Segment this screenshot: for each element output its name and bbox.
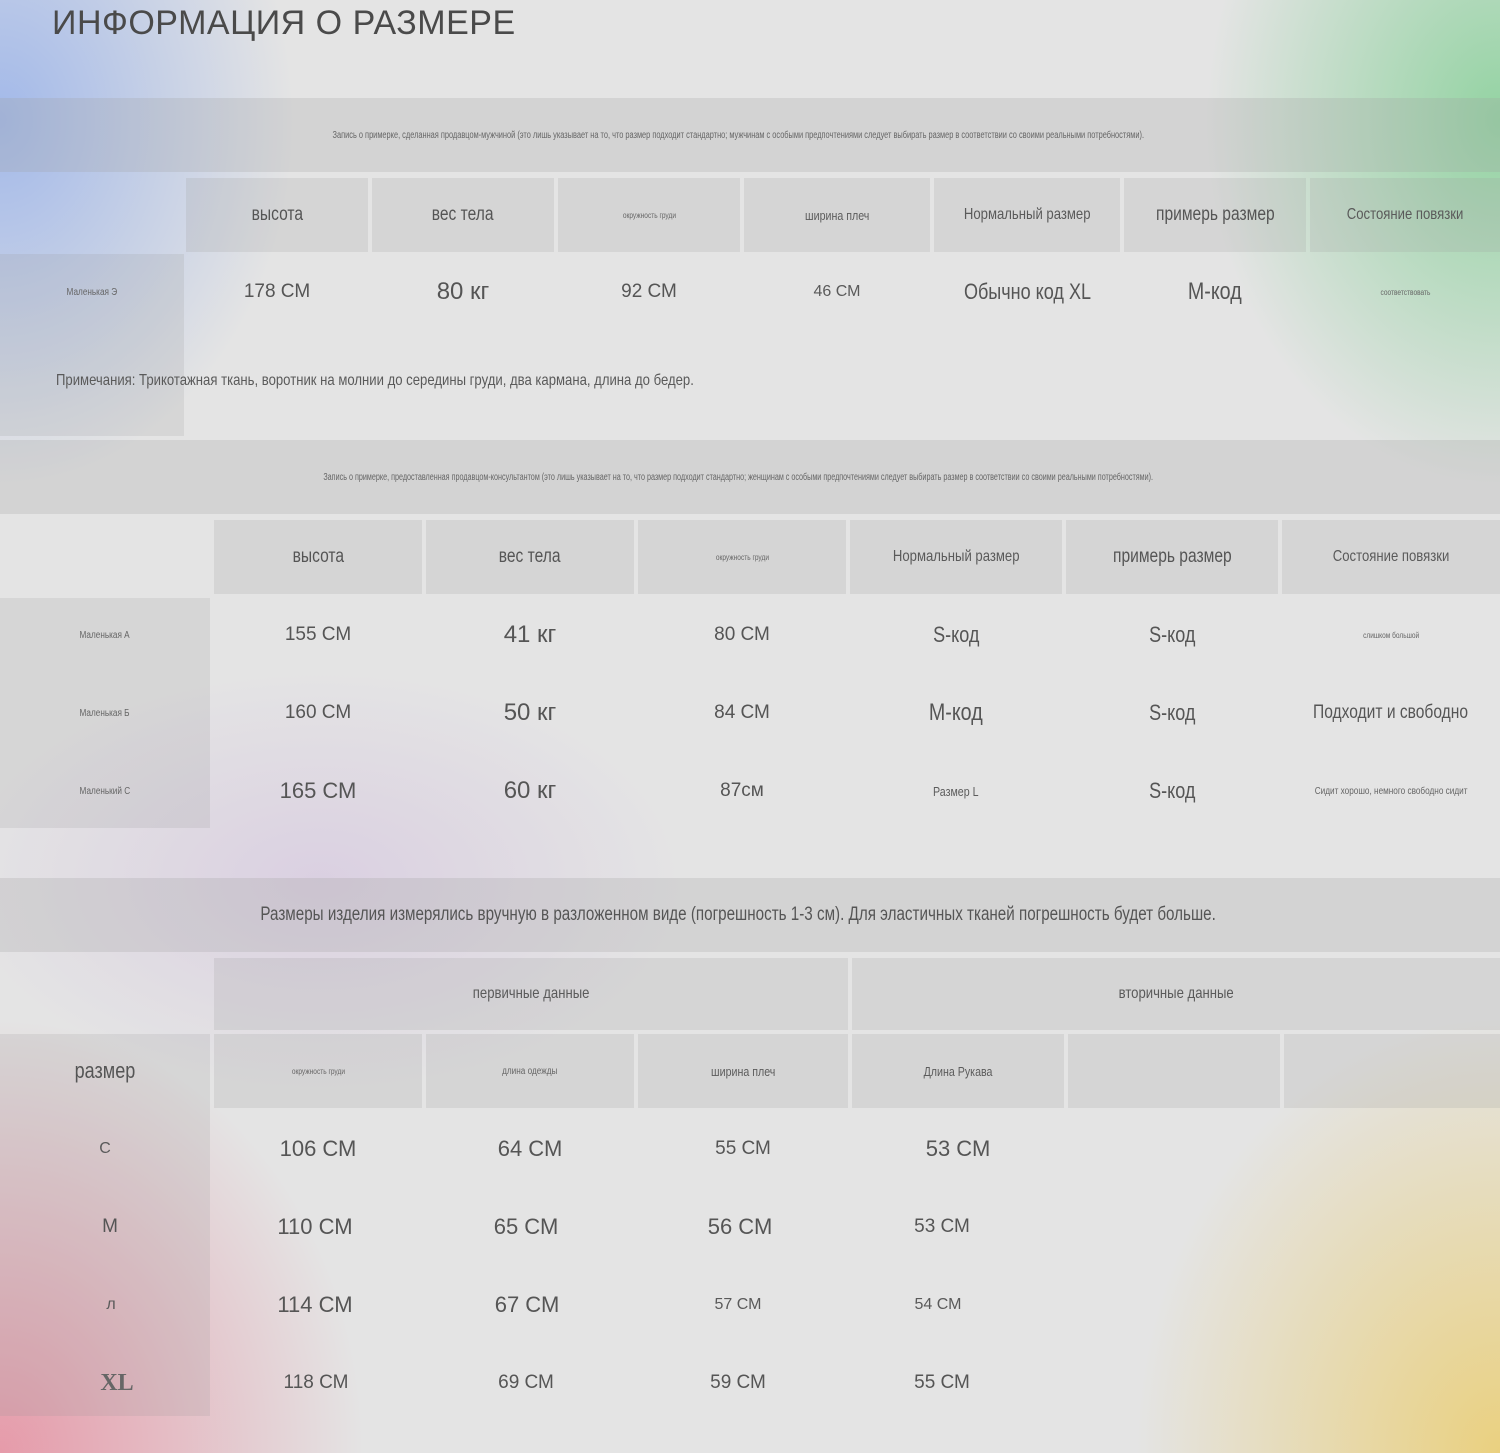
product-cell-length: 67 СМ	[494, 1292, 560, 1317]
male-header-weight: вес тела	[372, 178, 554, 252]
product-cell-sleeve: 54 СМ	[914, 1296, 962, 1313]
product-cell-chest: 110 СМ	[277, 1214, 353, 1239]
product-header-empty	[1068, 1034, 1280, 1108]
female-cell-fit-size: S-код	[1148, 622, 1196, 647]
male-cell-height: 178 СМ	[243, 281, 311, 302]
male-header-normal-size: Нормальный размер	[934, 178, 1120, 252]
female-cell-weight: 41 кг	[503, 621, 557, 648]
product-cell-shoulder: 56 СМ	[707, 1214, 773, 1239]
product-cell-chest: 118 СМ	[283, 1372, 349, 1393]
female-cell-normal-size: Размер L	[933, 783, 979, 799]
female-row-label: Маленькая А	[79, 629, 131, 641]
product-size-label: л	[106, 1296, 116, 1313]
page-title: ИНФОРМАЦИЯ О РАЗМЕРЕ	[52, 4, 516, 42]
product-cell-shoulder: 55 СМ	[715, 1138, 771, 1159]
female-cell-height: 155 СМ	[284, 624, 352, 645]
female-cell-fit-size: S-код	[1148, 778, 1196, 803]
product-cell-length: 69 СМ	[498, 1372, 554, 1393]
product-group-primary: первичные данные	[214, 958, 848, 1030]
product-header-chest: окружность груди	[214, 1034, 422, 1108]
male-cell-fit-size: М-код	[1188, 278, 1242, 305]
female-cell-weight: 60 кг	[503, 777, 557, 804]
product-cell-sleeve: 53 СМ	[914, 1216, 970, 1237]
male-cell-weight: 80 кг	[436, 278, 490, 305]
male-header-shoulder: ширина плеч	[744, 178, 930, 252]
female-cell-fit-size: S-код	[1148, 700, 1196, 725]
female-cell-normal-size: М-код	[929, 699, 983, 726]
product-cell-shoulder: 59 СМ	[710, 1372, 766, 1393]
male-note: Запись о примерке, сделанная продавцом-мужчиной (это лишь указывает на то, что размер подходит стандартно; мужчинам с особыми предпочтениями следует выбирать размер в соответствии со своими реальными потребностями).	[332, 129, 1144, 141]
female-cell-normal-size: S-код	[932, 622, 980, 647]
product-header-sleeve: Длина Рукава	[852, 1034, 1064, 1108]
male-cell-chest: 92 СМ	[621, 281, 677, 302]
product-size-label: XL	[100, 1369, 134, 1396]
product-note: Размеры изделия измерялись вручную в разложенном виде (погрешность 1-3 см). Для эластичных тканей погрешность будет больше.	[260, 904, 1216, 925]
male-remarks: Примечания: Трикотажная ткань, воротник на молнии до середины груди, два кармана, длина до бедер.	[56, 372, 694, 389]
female-row-label: Маленький С	[79, 785, 131, 797]
female-row-label: Маленькая Б	[79, 707, 131, 719]
male-header-fit-size: примерь размер	[1124, 178, 1306, 252]
male-header-fit-state: Состояние повязки	[1310, 178, 1500, 252]
male-cell-shoulder: 46 СМ	[813, 283, 861, 300]
female-header-normal-size: Нормальный размер	[850, 520, 1062, 594]
product-cell-chest: 114 СМ	[277, 1292, 353, 1317]
product-header-length: длина одежды	[426, 1034, 634, 1108]
female-header-fit-state: Состояние повязки	[1282, 520, 1500, 594]
male-header-height: высота	[186, 178, 368, 252]
product-header-empty	[1284, 1034, 1500, 1108]
female-cell-chest: 87см	[720, 780, 764, 801]
female-header-chest: окружность груди	[638, 520, 846, 594]
product-size-label: С	[99, 1140, 111, 1157]
male-cell-normal-size: Обычно код XL	[963, 279, 1091, 304]
product-cell-shoulder: 57 СМ	[714, 1296, 762, 1313]
product-group-secondary: вторичные данные	[852, 958, 1500, 1030]
product-size-label: М	[102, 1216, 118, 1237]
female-note: Запись о примерке, предоставленная продавцом-консультантом (это лишь указывает на то, что размер подходит стандартно; женщинам с особыми предпочтениями следует выбирать размер в соответствии со своими реальными потребностями).	[323, 471, 1153, 483]
product-cell-length: 65 СМ	[493, 1214, 559, 1239]
female-cell-fit-state: Подходит и свободно	[1313, 702, 1469, 723]
product-header-size: размер	[74, 1058, 136, 1083]
product-header-shoulder: ширина плеч	[638, 1034, 848, 1108]
male-cell-fit-state: соответствовать	[1380, 287, 1430, 297]
female-cell-chest: 84 СМ	[714, 702, 770, 723]
female-cell-height: 160 СМ	[284, 702, 352, 723]
male-header-chest: окружность груди	[558, 178, 740, 252]
product-cell-sleeve: 55 СМ	[914, 1372, 970, 1393]
male-row-label: Маленькая Э	[66, 286, 118, 298]
product-cell-sleeve: 53 СМ	[925, 1136, 991, 1161]
female-header-weight: вес тела	[426, 520, 634, 594]
female-cell-fit-state: Сидит хорошо, немного свободно сидит	[1314, 785, 1468, 797]
product-cell-chest: 106 СМ	[279, 1136, 357, 1161]
female-header-height: высота	[214, 520, 422, 594]
female-cell-weight: 50 кг	[503, 699, 557, 726]
female-cell-fit-state: слишком большой	[1362, 630, 1420, 640]
product-cell-length: 64 СМ	[497, 1136, 563, 1161]
female-cell-height: 165 СМ	[279, 778, 357, 803]
female-header-fit-size: примерь размер	[1066, 520, 1278, 594]
female-cell-chest: 80 СМ	[714, 624, 770, 645]
